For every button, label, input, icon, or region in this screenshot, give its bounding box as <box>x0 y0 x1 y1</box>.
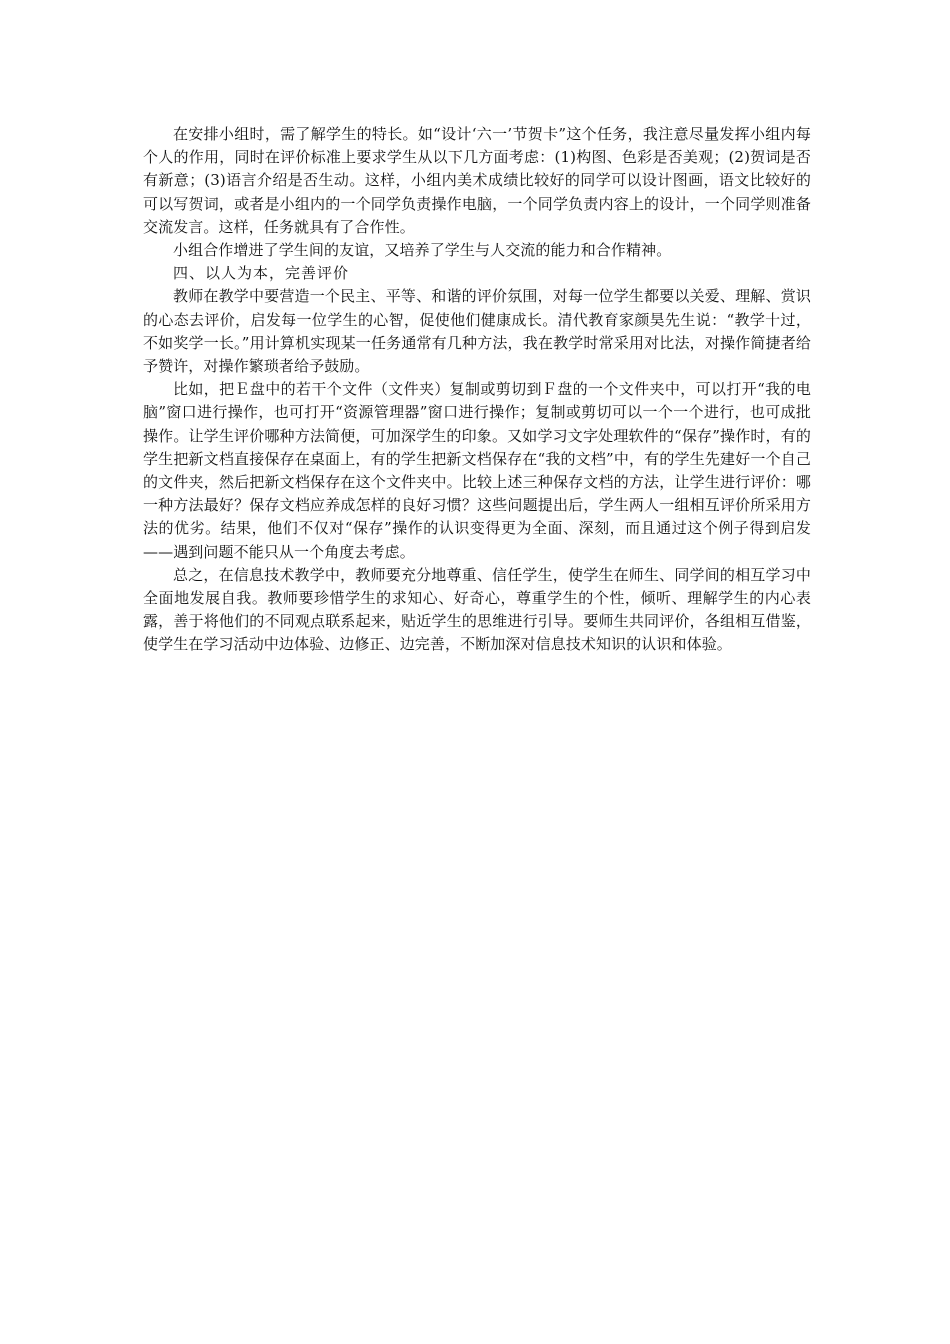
paragraph-group-cooperation: 小组合作增进了学生间的友谊，又培养了学生与人交流的能力和合作精神。 <box>173 241 672 260</box>
document-body <box>143 123 811 657</box>
paragraph-group-arrangement: 在安排小组时，需了解学生的特长。如“设计‘六一’节贺卡”这个任务，我注意尽量发挥小组内每个人的作用，同时在评价标准上要求学生从以下几方面考虑：(1)构图、色彩是否美观；(2)贺词是否有新意；(3)语言介绍是否生动。这样，小组内美术成绩比较好的同学可以设计图画，语文比较好的可以写贺词，或者是小组内的一个同学负责操作电脑，一个同学负责内容上的设计，一个同学则准备交流发言。这样，任务就具有了合作性。 <box>143 125 811 236</box>
paragraph-evaluation-atmosphere: 教师在教学中要营造一个民主、平等、和谐的评价氛围，对每一位学生都要以关爱、理解、赏识的心态去评价，启发每一位学生的心智，促使他们健康成长。清代教育家颜昊先生说：“教学十过，不如奖学一长。”用计算机实现某一任务通常有几种方法，我在教学时常采用对比法，对操作简捷者给予赞许，对操作繁琐者给予鼓励。 <box>143 287 811 376</box>
paragraph-conclusion: 总之，在信息技术教学中，教师要充分地尊重、信任学生，使学生在师生、同学间的相互学习中全面地发展自我。教师要珍惜学生的求知心、好奇心，尊重学生的个性，倾听、理解学生的内心表露，善于将他们的不同观点联系起来，贴近学生的思维进行引导。要师生共同评价，各组相互借鉴，使学生在学习活动中边体验、边修正、边完善，不断加深对信息技术知识的认识和体验。 <box>143 565 811 654</box>
section-heading: 四、以人为本，完善评价 <box>173 264 350 283</box>
paragraph-file-example: 比如，把Ｅ盘中的若干个文件（文件夹）复制或剪切到Ｆ盘的一个文件夹中，可以打开“我的电脑”窗口进行操作，也可打开“资源管理器”窗口进行操作；复制或剪切可以一个一个进行，也可成批操作。让学生评价哪种方法简便，可加深学生的印象。又如学习文字处理软件的“保存”操作时，有的学生把新文档直接保存在桌面上，有的学生把新文档保存在“我的文档”中，有的学生先建好一个自己的文件夹，然后把新文档保存在这个文件夹中。比较上述三种保存文档的方法，让学生进行评价：哪一种方法最好？保存文档应养成怎样的良好习惯？这些问题提出后，学生两人一组相互评价所采用方法的优劣。结果，他们不仅对“保存”操作的认识变得更为全面、深刻，而且通过这个例子得到启发——遇到问题不能只从一个角度去考虑。 <box>143 380 811 561</box>
